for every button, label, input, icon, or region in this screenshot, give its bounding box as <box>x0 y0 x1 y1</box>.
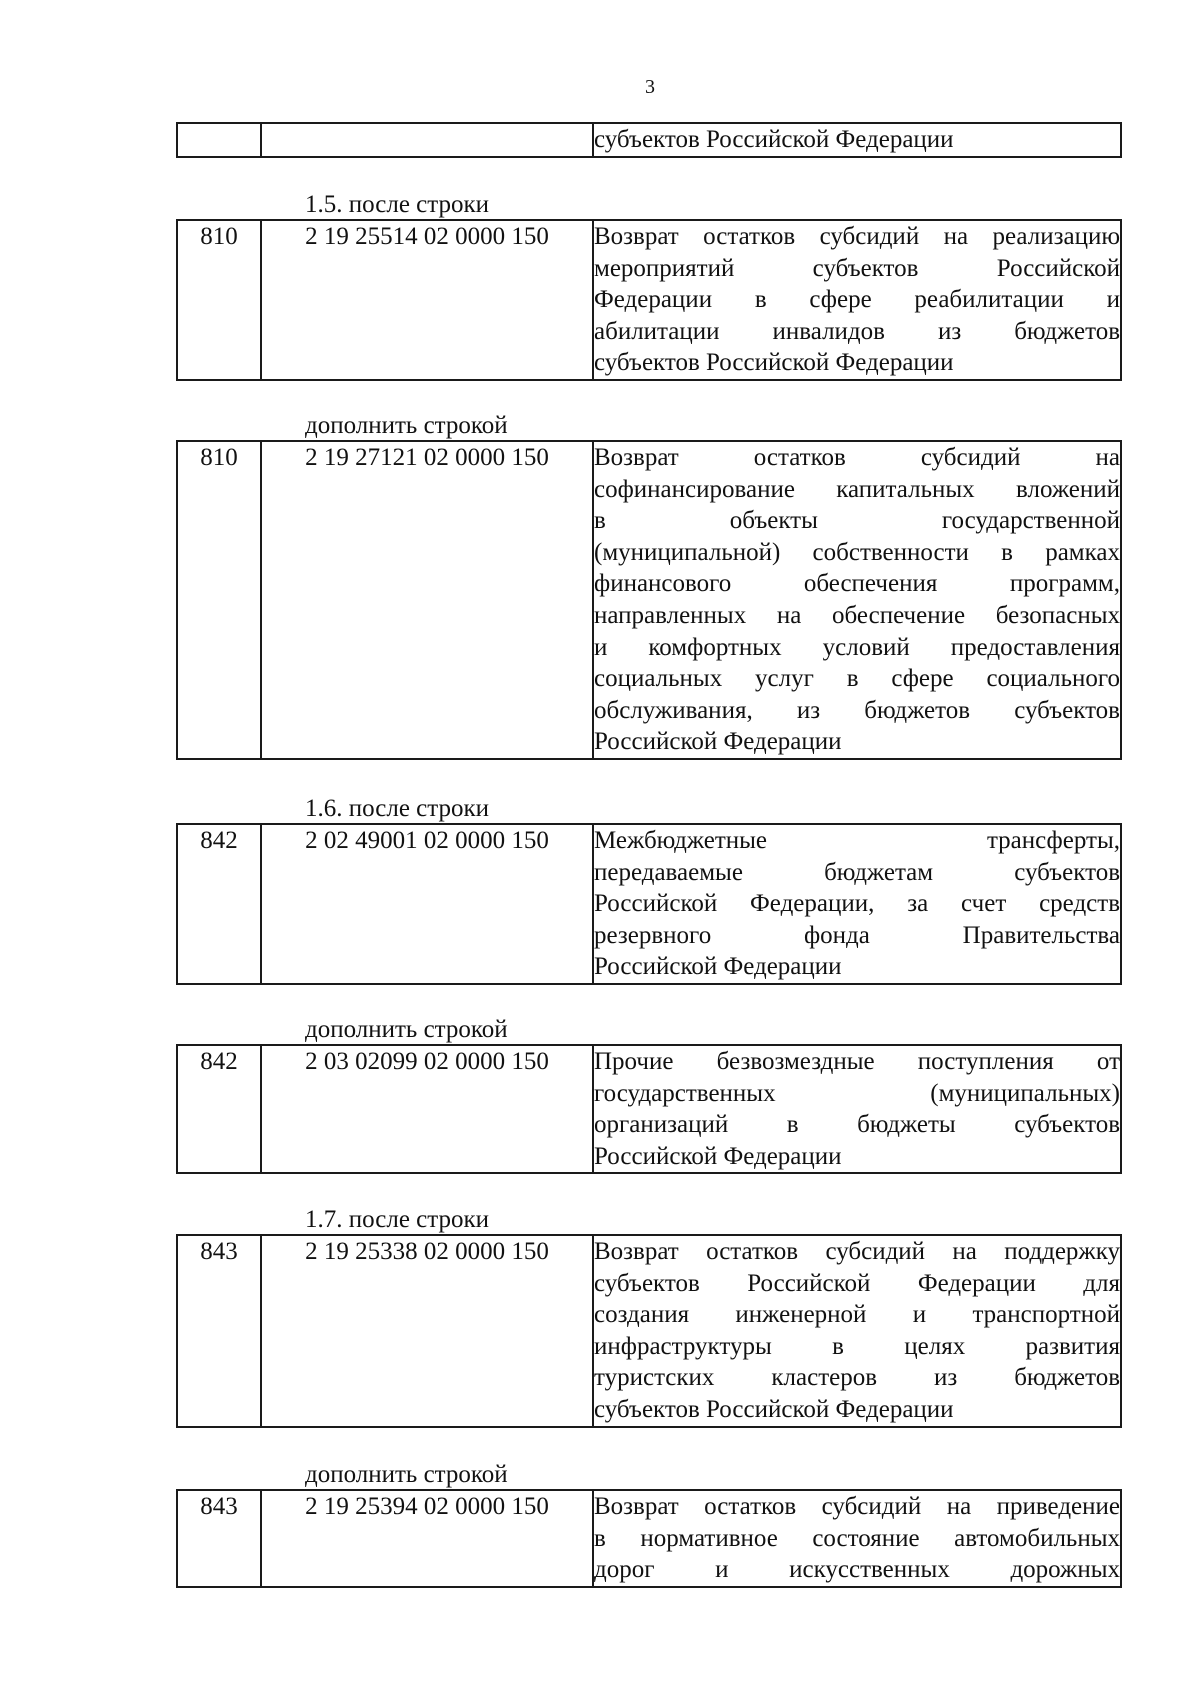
block-caption: дополнить строкой <box>305 1461 508 1488</box>
revenue-code-cell: 2 03 02099 02 0000 150 <box>261 1045 593 1173</box>
admin-code-cell <box>177 123 261 157</box>
table-row <box>177 824 1121 984</box>
table-row <box>177 1490 1121 1587</box>
block-caption: 1.6. после строки <box>305 795 490 822</box>
description-cell <box>593 1045 1121 1173</box>
description-line: Возврат остатков субсидий на приведение <box>594 1493 1120 1520</box>
admin-code-cell: 810 <box>177 441 261 759</box>
table-row <box>177 1235 1121 1427</box>
description-line: (муниципальной) собственности в рамках <box>594 538 1120 566</box>
description-line: и комфортных условий предоставления <box>594 633 1120 661</box>
description-line: обслуживания, из бюджетов субъектов <box>594 696 1120 724</box>
block-caption: 1.5. после строки <box>305 191 490 218</box>
block-caption: дополнить строкой <box>305 412 508 439</box>
description-line: субъектов Российской Федерации для <box>594 1269 1120 1297</box>
description-line: Российской Федерации <box>594 953 842 981</box>
revenue-code-cell: 2 19 25394 02 0000 150 <box>261 1490 593 1587</box>
revenue-code-cell: 2 19 27121 02 0000 150 <box>261 441 593 759</box>
description-cell <box>593 220 1121 380</box>
description-line: Российской Федерации <box>594 1142 842 1170</box>
block-caption: дополнить строкой <box>305 1016 508 1043</box>
description-line: Возврат остатков субсидий на реализацию <box>594 223 1120 250</box>
revenue-code-cell: 2 19 25514 02 0000 150 <box>261 220 593 380</box>
description-line: организаций в бюджеты субъектов <box>594 1111 1120 1139</box>
table-row <box>177 441 1121 759</box>
table-row <box>177 1045 1121 1173</box>
description-line: Межбюджетные трансферты, <box>594 827 1120 854</box>
description-line: социальных услуг в сфере социального <box>594 665 1120 693</box>
description-line: Возврат остатков субсидий на <box>594 444 1120 471</box>
description-line: Российской Федерации <box>594 728 842 756</box>
description-line: финансового обеспечения программ, <box>594 570 1120 598</box>
description-line: создания инженерной и транспортной <box>594 1301 1120 1329</box>
description-line: в нормативное состояние автомобильных <box>594 1524 1120 1552</box>
description-line: государственных (муниципальных) <box>594 1079 1120 1107</box>
page-number: 3 <box>645 76 655 98</box>
description-line: софинансирование капитальных вложений <box>594 475 1120 503</box>
description-line: дорог и искусственных дорожных <box>594 1556 1120 1584</box>
description-line: Прочие безвозмездные поступления от <box>594 1048 1120 1075</box>
admin-code-cell: 842 <box>177 1045 261 1173</box>
description-line: направленных на обеспечение безопасных <box>594 601 1120 629</box>
admin-code-cell: 843 <box>177 1490 261 1587</box>
admin-code-cell: 843 <box>177 1235 261 1427</box>
description-line: инфраструктуры в целях развития <box>594 1332 1120 1360</box>
budget-code-table <box>176 219 1122 381</box>
budget-code-table <box>176 122 1122 158</box>
revenue-code-cell: 2 19 25338 02 0000 150 <box>261 1235 593 1427</box>
description-line: передаваемые бюджетам субъектов <box>594 858 1120 886</box>
description-cell <box>593 1235 1121 1427</box>
admin-code-cell: 842 <box>177 824 261 984</box>
description-line: туристских кластеров из бюджетов <box>594 1364 1120 1392</box>
budget-code-table <box>176 440 1122 760</box>
description-cell <box>593 441 1121 759</box>
description-line: мероприятий субъектов Российской <box>594 254 1120 282</box>
description-line: резервного фонда Правительства <box>594 921 1120 949</box>
revenue-code-cell: 2 02 49001 02 0000 150 <box>261 824 593 984</box>
revenue-code-cell <box>261 123 593 157</box>
description-cell <box>593 824 1121 984</box>
description-line: субъектов Российской Федерации <box>594 1395 954 1423</box>
description-line: абилитации инвалидов из бюджетов <box>594 317 1120 345</box>
block-caption: 1.7. после строки <box>305 1206 490 1233</box>
budget-code-table <box>176 1234 1122 1428</box>
description-line: субъектов Российской Федерации <box>594 349 954 377</box>
description-line: субъектов Российской Федерации <box>594 126 954 153</box>
admin-code-cell: 810 <box>177 220 261 380</box>
description-line: Возврат остатков субсидий на поддержку <box>594 1238 1120 1265</box>
table-row <box>177 220 1121 380</box>
budget-code-table <box>176 1044 1122 1174</box>
description-line: Федерации в сфере реабилитации и <box>594 286 1120 314</box>
table-row <box>177 123 1121 157</box>
description-line: Российской Федерации, за счет средств <box>594 890 1120 918</box>
description-cell <box>593 123 1121 157</box>
budget-code-table <box>176 1489 1122 1588</box>
budget-code-table <box>176 823 1122 985</box>
description-line: в объекты государственной <box>594 507 1120 535</box>
description-cell <box>593 1490 1121 1587</box>
